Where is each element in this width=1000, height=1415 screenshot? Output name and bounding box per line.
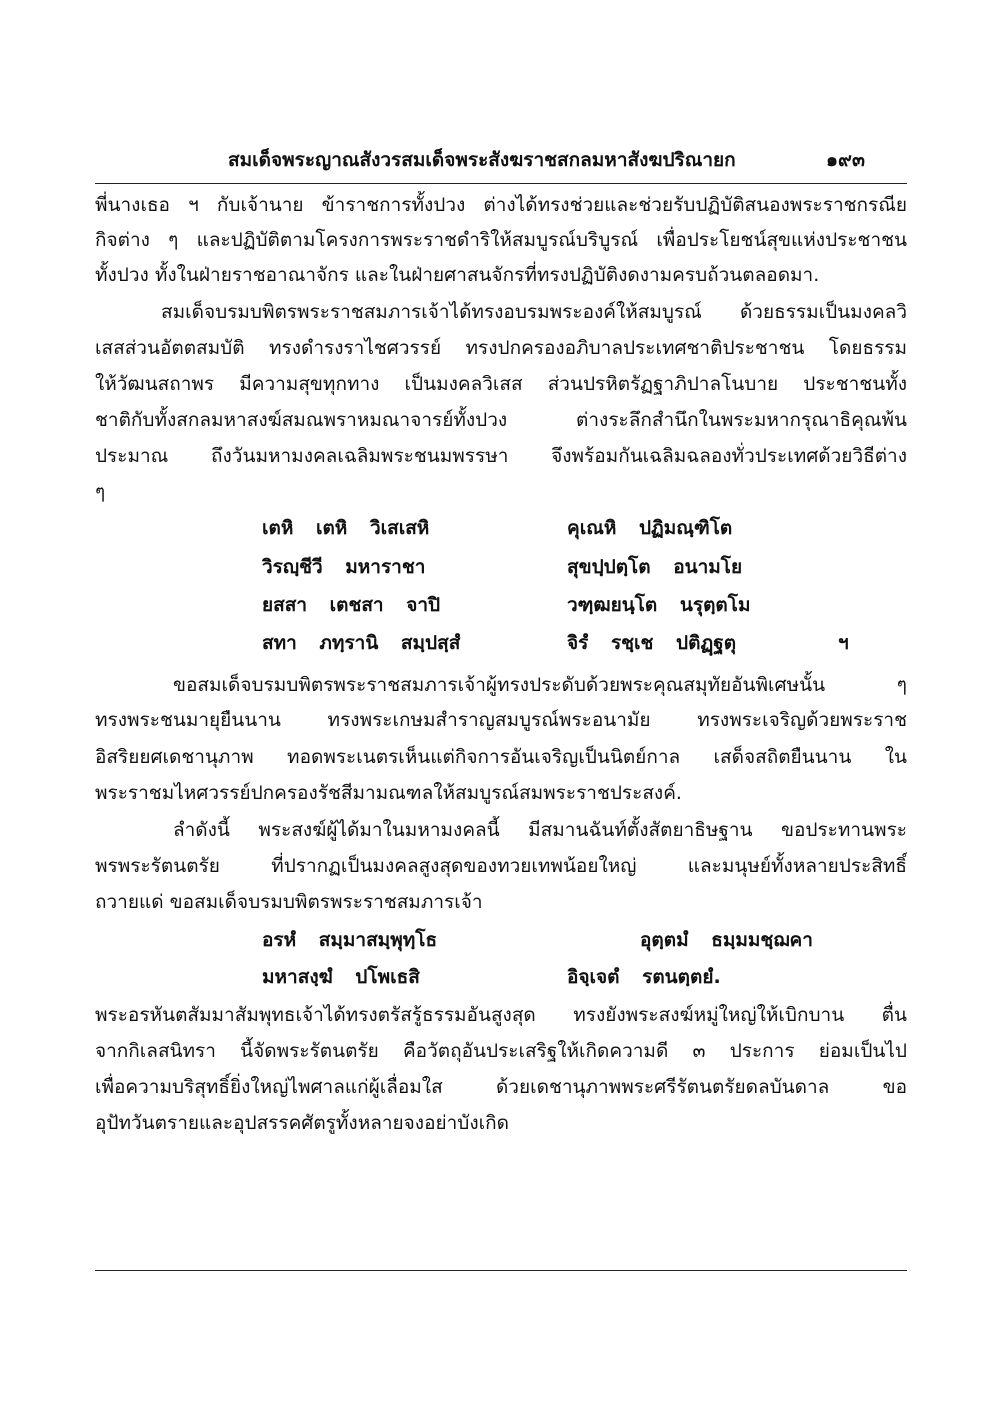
text-line: ทรงพระชนมายุยืนนาน ทรงพระเกษมสำราญสมบูรณ์พระอนามัย ทรงพระเจริญด้วยพระราช bbox=[95, 709, 907, 731]
text-line: พรพระรัตนตรัย ที่ปรากฏเป็นมงคลสูงสุดของทวยเทพน้อยใหญ่ และมนุษย์ทั้งหลายประสิทธิ์ bbox=[95, 855, 907, 877]
text-line: อุปัทวันตรายและอุปสรรคศัตรูทั้งหลายจงอย่าบังเกิด bbox=[95, 1112, 509, 1134]
text-line: จากกิเลสนิทรา นี้จัดพระรัตนตรัย คือวัตถุอันประเสริฐให้เกิดความดี ๓ ประการ ย่อมเป็นไป bbox=[95, 1040, 907, 1062]
text-line: เสสส่วนอัตตสมบัติ ทรงดำรงราไชศวรรย์ ทรงปกครองอภิบาลประเทศชาติประชาชน โดยธรรม bbox=[95, 337, 907, 359]
verse-end-mark: ฯ bbox=[838, 632, 849, 654]
verse-line-left: มหาสงฺฆํ ปโพเธสิ bbox=[262, 966, 420, 988]
verse-line-right: อุตฺตมํ ธมฺมมชฺฌคา bbox=[640, 929, 813, 951]
verse-line-right: สุขปฺปตฺโต อนามโย bbox=[567, 556, 743, 578]
text-line: ชาติกับทั้งสกลมหาสงฆ์สมณพราหมณาจารย์ทั้งปวง ต่างระลึกสำนึกในพระมหากรุณาธิคุณพ้น bbox=[95, 409, 907, 431]
verse-line-right: อิจฺเจตํ รตนตฺตยํ. bbox=[567, 966, 721, 988]
text-line: อิสริยยศเดชานุภาพ ทอดพระเนตรเห็นแต่กิจการอันเจริญเป็นนิตย์กาล เสด็จสถิตยืนนาน ใน bbox=[95, 746, 907, 768]
text-line: พระราชมไหศวรรย์ปกครองรัชสีมามณฑลให้สมบูรณ์สมพระราชประสงค์. bbox=[95, 782, 682, 804]
verse-line-left: อรหํ สมฺมาสมฺพุทฺโธ bbox=[262, 929, 438, 951]
verse-line-left: สทา ภทฺรานิ สมฺปสฺสํ bbox=[262, 632, 461, 654]
running-header-title: สมเด็จพระญาณสังวรสมเด็จพระสังฆราชสกลมหาสังฆปริณายก bbox=[228, 149, 736, 171]
verse-line-right: วฑฺฒยนฺโต นรุตฺตโม bbox=[567, 594, 751, 616]
page-number: ๑๙๓ bbox=[826, 149, 865, 171]
text-line: กิจต่าง ๆ และปฏิบัติตามโครงการพระราชดำริให้สมบูรณ์บริบูรณ์ เพื่อประโยชน์สุขแห่งประชาชน bbox=[95, 229, 907, 251]
text-line: สมเด็จบรมบพิตรพระราชสมภารเจ้าได้ทรงอบรมพระองค์ให้สมบูรณ์ ด้วยธรรมเป็นมงคลวิ bbox=[161, 301, 907, 323]
text-line: เพื่อความบริสุทธิ์ยิ่งใหญ่ไพศาลแก่ผู้เลื่อมใส ด้วยเดชานุภาพพระศรีรัตนตรัยดลบันดาล ขอ bbox=[95, 1076, 907, 1098]
verse-line-left: ยสสา เตชสา จาปิ bbox=[262, 594, 441, 616]
verse-line-right: คุเณหิ ปฏิมณฺฑิโต bbox=[567, 517, 733, 539]
verse-line-right: จิรํ รชฺเช ปติฏฺฐตุ bbox=[567, 632, 737, 654]
verse-line-left: วิรญฺชีวี มหาราชา bbox=[262, 556, 426, 578]
footer-rule bbox=[95, 1270, 907, 1271]
text-line: ให้วัฒนสถาพร มีความสุขทุกทาง เป็นมงคลวิเสส ส่วนปรหิตรัฏฐาภิปาลโนบาย ประชาชนทั้ง bbox=[95, 373, 907, 395]
verse-line-left: เตหิ เตหิ วิเสเสหิ bbox=[262, 517, 430, 539]
text-line: ขอสมเด็จบรมบพิตรพระราชสมภารเจ้าผู้ทรงประดับด้วยพระคุณสมุทัยอันพิเศษนั้น ๆ bbox=[173, 674, 907, 696]
text-line: พี่นางเธอ ฯ กับเจ้านาย ข้าราชการทั้งปวง ต่างได้ทรงช่วยและช่วยรับปฏิบัติสนองพระราชกรณีย bbox=[95, 194, 907, 216]
text-line: พระอรหันตสัมมาสัมพุทธเจ้าได้ทรงตรัสรู้ธรรมอันสูงสุด ทรงยังพระสงฆ์หมู่ใหญ่ให้เบิกบาน ตื่น bbox=[95, 1004, 907, 1026]
text-line: ลำดังนี้ พระสงฆ์ผู้ได้มาในมหามงคลนี้ มีสมานฉันท์ตั้งสัตยาธิษฐาน ขอประทานพระ bbox=[173, 819, 907, 841]
text-line: ประมาณ ถึงวันมหามงคลเฉลิมพระชนมพรรษา จึงพร้อมกันเฉลิมฉลองทั่วประเทศด้วยวิธีต่าง bbox=[95, 445, 907, 467]
header-rule bbox=[95, 183, 907, 184]
text-line: ทั้งปวง ทั้งในฝ่ายราชอาณาจักร และในฝ่ายศาสนจักรที่ทรงปฏิบัติงดงามครบถ้วนตลอดมา. bbox=[95, 264, 820, 286]
text-line: ถวายแด่ ขอสมเด็จบรมบพิตรพระราชสมภารเจ้า bbox=[95, 891, 483, 913]
text-line: ๆ bbox=[95, 481, 106, 503]
